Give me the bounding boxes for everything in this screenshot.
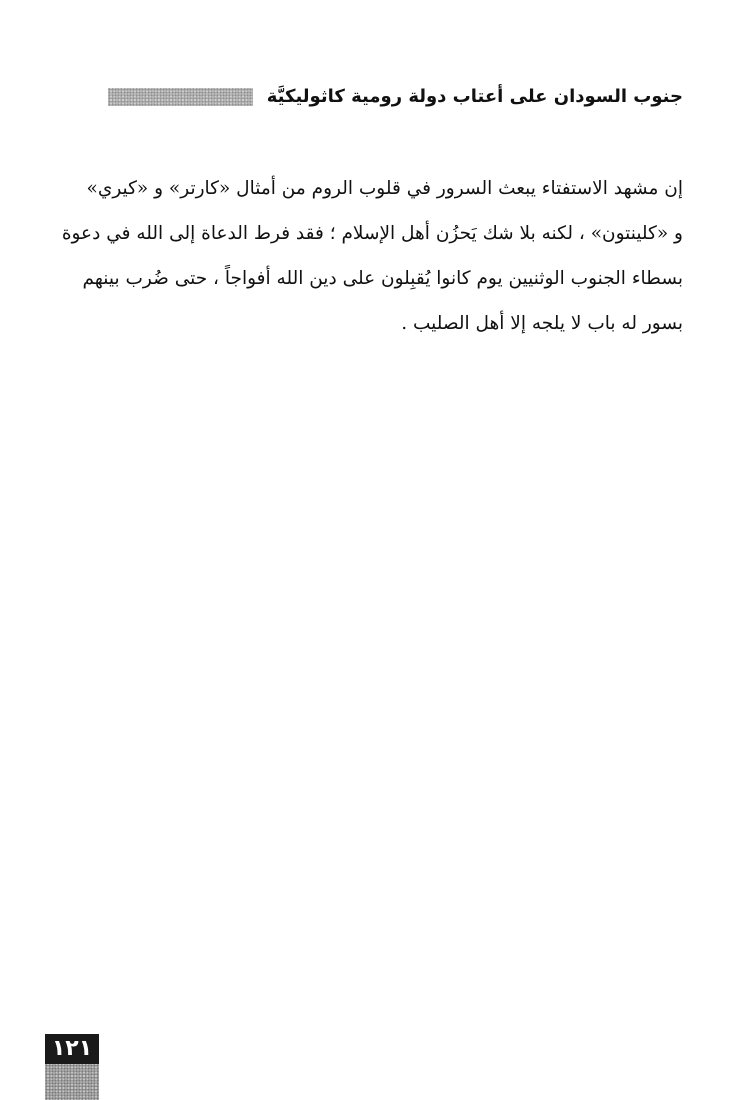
- page-number: ١٢١: [45, 1034, 99, 1064]
- page-number-shade: [45, 1064, 99, 1100]
- body-line: و «كلينتون» ، لكنه بلا شك يَحزُن أهل الإسلام ؛ فقد فرط الدعاة إلى الله في دعوة: [61, 223, 683, 244]
- body-line: إن مشهد الاستفتاء يبعث السرور في قلوب الروم من أمثال «كارتر» و «كيري»: [86, 178, 683, 199]
- header-decorative-bar: [108, 88, 253, 106]
- body-line: بسطاء الجنوب الوثنيين يوم كانوا يُقبِلون على دين الله أفواجاً ، حتى ضُرب بينهم: [82, 268, 683, 289]
- running-header-title: جنوب السودان على أعتاب دولة رومية كاثوليكيَّة: [266, 86, 683, 107]
- running-header: [108, 84, 683, 110]
- body-line: بسور له باب لا يلجه إلا أهل الصليب .: [401, 313, 683, 334]
- body-paragraph: [61, 166, 683, 346]
